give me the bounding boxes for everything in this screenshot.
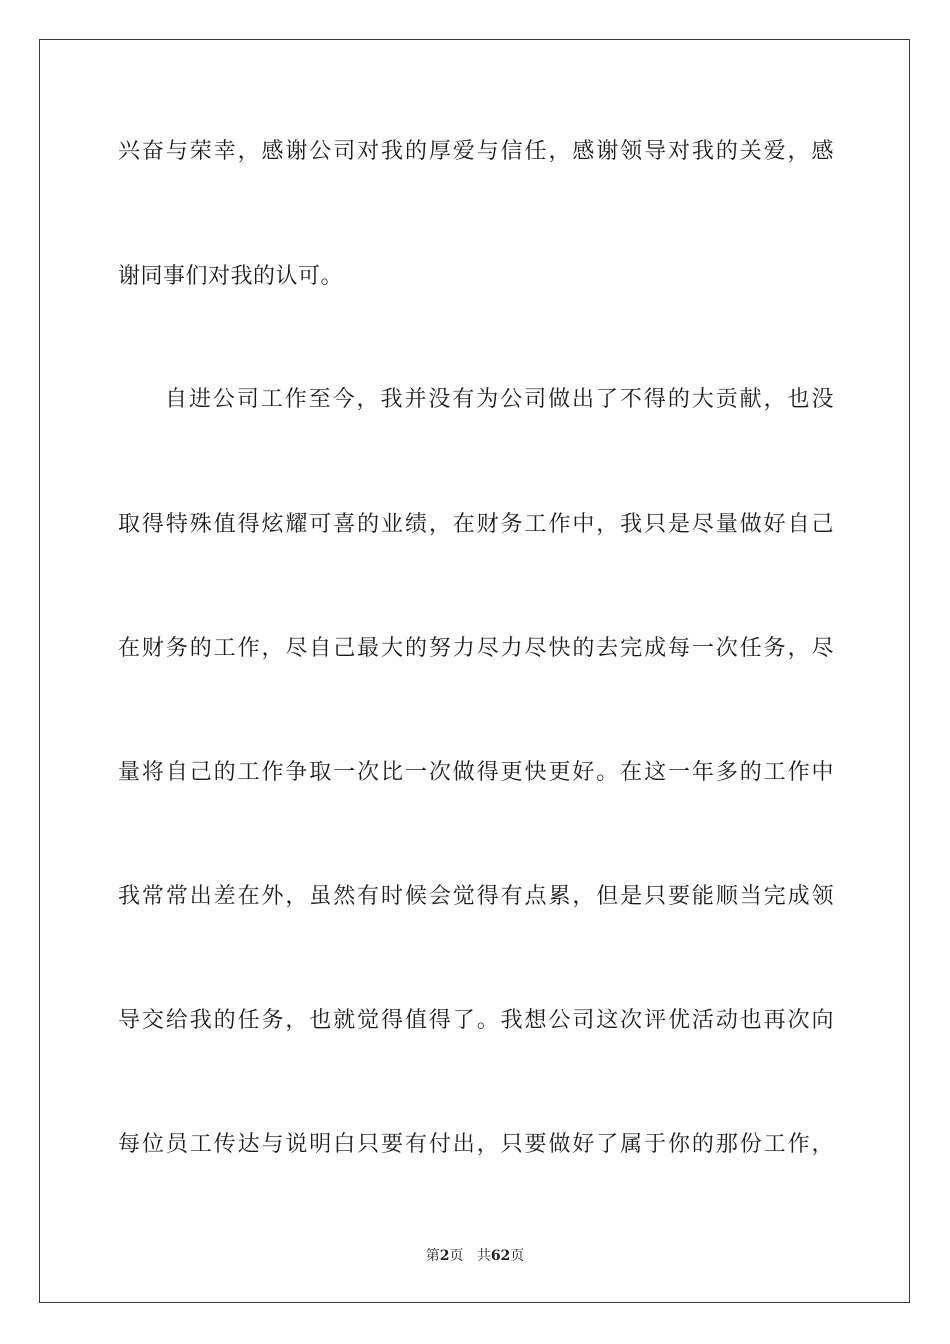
footer-page-number: 2 xyxy=(439,1248,450,1264)
footer-page-suffix: 页 xyxy=(449,1248,464,1264)
page-frame xyxy=(39,39,910,1303)
footer-total-pages: 62 xyxy=(490,1248,511,1264)
footer-total-prefix: 共 xyxy=(476,1248,491,1264)
text-line-2: 谢同事们对我的认可。 xyxy=(118,264,344,289)
footer-total-suffix: 页 xyxy=(510,1248,525,1264)
text-line-8: 导交给我的任务，也就觉得值得了。我想公司这次评优活动也再次向 xyxy=(118,1008,834,1033)
text-line-6: 量将自己的工作争取一次比一次做得更快更好。在这一年多的工作中 xyxy=(118,760,834,785)
text-line-9: 每位员工传达与说明白只要有付出，只要做好了属于你的那份工作， xyxy=(118,1132,834,1157)
text-line-7: 我常常出差在外，虽然有时候会觉得有点累，但是只要能顺当完成领 xyxy=(118,884,834,909)
text-line-1: 兴奋与荣幸，感谢公司对我的厚爱与信任，感谢领导对我的关爱，感 xyxy=(118,139,834,164)
footer-prefix: 第 xyxy=(425,1248,440,1264)
text-line-4: 取得特殊值得炫耀可喜的业绩，在财务工作中，我只是尽量做好自己 xyxy=(118,512,834,537)
text-line-5: 在财务的工作，尽自己最大的努力尽力尽快的去完成每一次任务，尽 xyxy=(118,636,834,661)
page-footer xyxy=(0,1247,950,1265)
text-line-3: 自进公司工作至今，我并没有为公司做出了不得的大贡献，也没 xyxy=(165,387,834,412)
